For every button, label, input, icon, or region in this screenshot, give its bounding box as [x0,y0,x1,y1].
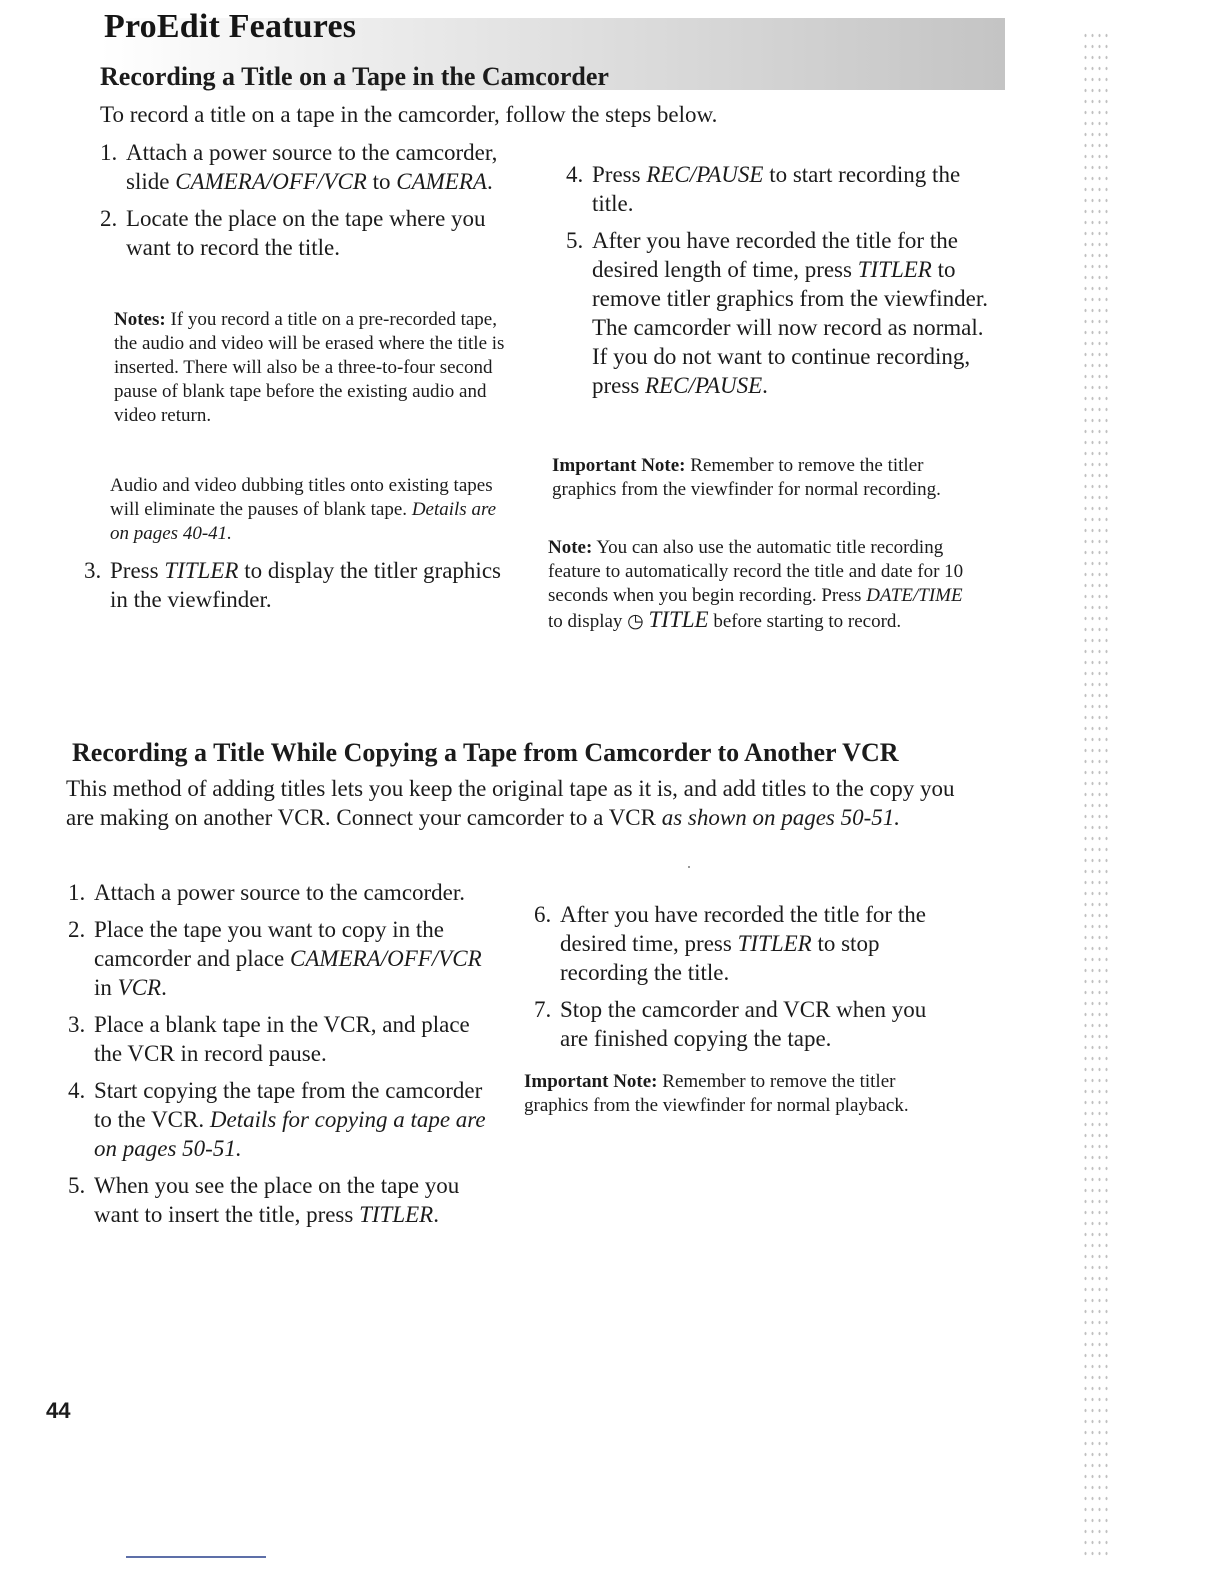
list-item: 4. Press REC/PAUSE to start recording the title. [566,162,961,216]
dubbing-note: Audio and video dubbing titles onto existing tapes will eliminate the pauses of blank tape. Details are on pages 40-41. [110,475,497,544]
clock-icon: ◷ [627,611,644,632]
page-title: ProEdit Features [104,8,357,45]
list-item: 7. Stop the camcorder and VCR when you are finished copying the tape. [534,997,927,1051]
section2-heading: Recording a Title While Copying a Tape from Camcorder to Another VCR [72,738,899,767]
list-item: 5. When you see the place on the tape you want to insert the title, press TITLER. [68,1173,460,1227]
important-note-1: Important Note: Remember to remove the titler graphics from the viewfinder for normal recording. [552,455,941,500]
list-item: 1. Attach a power source to the camcorder, slide CAMERA/OFF/VCR to CAMERA. [100,140,498,194]
list-item: 1. Attach a power source to the camcorder. [68,880,466,905]
important-note-2: Important Note: Remember to remove the titler graphics from the viewfinder for normal playback. [524,1071,909,1116]
scan-edge-noise [1082,30,1110,1560]
footer-rule [126,1556,266,1558]
divider-dot [688,866,690,868]
section2-steps-left [68,878,494,1237]
list-item: 5. After you have recorded the title for the desired length of time, press TITLER to remove titler graphics from the viewfinder. The camcorder will now record as normal. If you do not want to continue recording, press REC/PAUSE. [566,228,988,398]
section1-intro: To record a title on a tape in the camcorder, follow the steps below. [100,102,718,127]
section1-steps-left [100,138,526,270]
section1-steps-right [566,160,992,408]
list-item: 2. Locate the place on the tape where you want to record the title. [100,206,486,260]
section1-step3 [84,556,510,622]
list-item: 3. Press TITLER to display the titler graphics in the viewfinder. [84,558,501,612]
list-item: 3. Place a blank tape in the VCR, and place the VCR in record pause. [68,1012,470,1066]
list-item: 2. Place the tape you want to copy in the camcorder and place CAMERA/OFF/VCR in VCR. [68,917,482,1000]
section2-steps-right [534,900,960,1061]
notes-paragraph: Notes: If you record a title on a pre-recorded tape, the audio and video will be erased where the title is inserted. There will also be a three-to-four second pause of blank tape before the existing audio and video return. [114,309,505,426]
page-number: 44 [46,1398,71,1423]
list-item: 4. Start copying the tape from the camcorder to the VCR. Details for copying a tape are on pages 50-51. [68,1078,486,1161]
auto-title-note: Note: You can also use the automatic title recording feature to automatically record the title and date for 10 seconds when you begin recording. Press DATE/TIME to display ◷ TITLE before starting to record. [548,537,964,632]
section1-heading: Recording a Title on a Tape in the Camcorder [100,62,609,91]
list-item: 6. After you have recorded the title for the desired time, press TITLER to stop recording the title. [534,902,926,985]
section2-intro: This method of adding titles lets you keep the original tape as it is, and add titles to the copy you are making on another VCR. Connect your camcorder to a VCR as shown on pages 50-51. [66,776,955,830]
